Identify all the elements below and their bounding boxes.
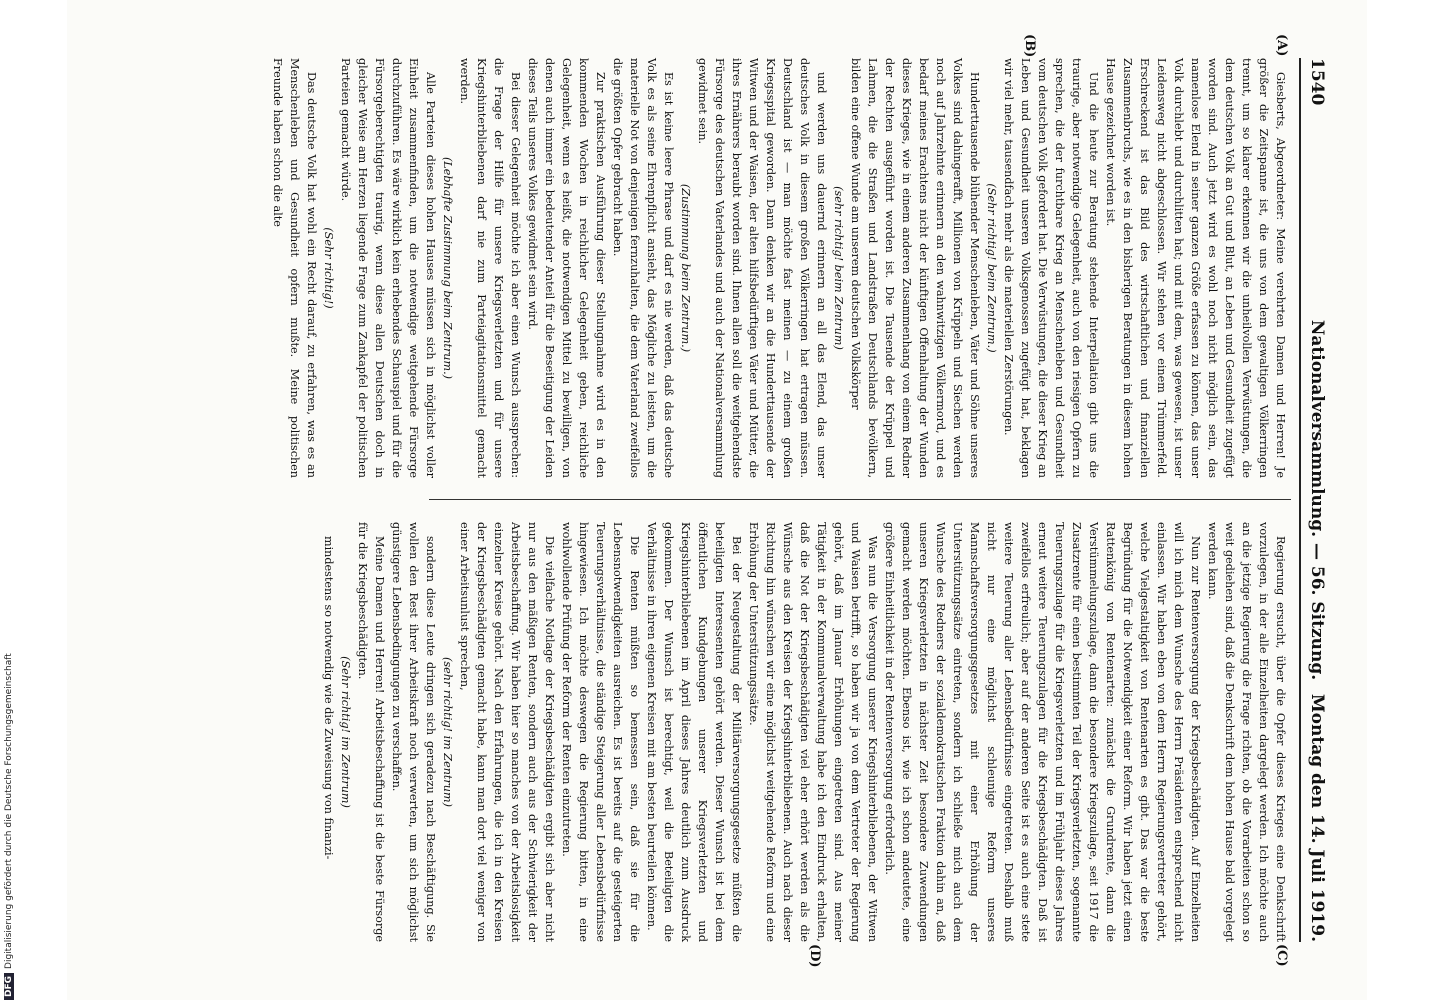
margin-mark-c: (C) (1274, 944, 1289, 967)
paragraph: Hunderttausende blühender Menschenleben, Väter und Söhne unseres Volkes sind dahingerafft, Millionen von Krüppeln und Siechen werden noch auf Jahrzehnte erinnern an den wahnwitzigen Völkermord, und es bedarf meines Erachtens nicht der künftigen Offenhaltung der Wunden dieses Krieges, wie in einem anderen Zusammenhang von einem Redner der Rechten ausgeführt worden ist. Die Tausende der Krüppel und Lahmen, die die Straßen und Landstraßen Deutschlands bevölkern, bilden eine offene Wunde am unserem deutschen Volkskörper (849, 58, 981, 478)
paragraph: Bei der Neugestaltung der Militärversorgungsgesetze müßten die beteiligten Interessenten gehört werden. Dieser Wunsch ist bei dem öffentlichen Kundgebungen unserer Kriegsverletzten und Kriegshinterbliebenen im April dieses Jahres deutlich zum Ausdruck gekommen. Der Wunsch ist berechtigt, weil die Beteiligten die Verhältnisse in ihren eigenen Kreisen mit am besten beurteilen können. (645, 522, 743, 942)
page-number: 1540 (1307, 58, 1327, 106)
paragraph: mindestens so notwendig wie die Zuweisung von finanzi- (322, 536, 335, 860)
session-date: Montag den 14. Juli 1919. (1307, 693, 1327, 942)
right-column (322, 522, 1289, 942)
interjection: (Sehr richtig! im Zentrum) (339, 656, 352, 808)
margin-mark-b: (B) (1022, 34, 1037, 58)
paragraph: Zur praktischen Ausführung dieser Stellungnahme wird es in den kommenden Wochen in reichlicher Gelegenheit geben, reichliche Gelegenheit, wenn es heißt, die notwendigen Mittel zu bewilligen, von denen auch immer ein bedeutender Anteil für die Beseitigung der Leiden dieses Teils unseres Volkes gewidmet sein wird. (526, 58, 607, 478)
paragraph: Das deutsche Volk hat wohl ein Recht darauf, zu erfahren, was es an Menschenleben und Gesundheit opfern mußte. Meine politischen Freunde haben schon die alte (271, 58, 318, 478)
interjection: (Sehr richtig! beim Zentrum.) (985, 183, 998, 353)
page-title: Nationalversammlung. — 56. Sitzung. (1307, 319, 1327, 681)
paragraph: Alle Parteien dieses hohen Hauses müssen sich in möglichst voller Einheit zusammenfinden, um die notwendige weitgehende Fürsorge durchzuführen. Es wäre wirklich kein erhebendes Schauspiel und für die Fürsorgeberechtigten traurig, wenn diese allen Deutschen doch in gleicher Weise am Herzen liegende Frage zum Zankapfel der politischen Parteien gemacht würde. (339, 58, 437, 478)
interjection: (Zustimmung beim Zentrum.) (679, 183, 692, 353)
paragraph: Die vielfache Notlage der Kriegsbeschädigten ergibt sich aber nicht nur aus den mäßigen Renten, sondern auch aus der Schwierigkeit der Arbeitsbeschaffung. Wir haben hier so manches von der Arbeitslosigkeit einzelner Kreise gehört. Nach den Erfahrungen, die ich in den Kreisen der Kriegsbeschädigten gemacht habe, kann man dort viel weniger von einer Arbeitsunlust sprechen, (458, 522, 556, 942)
paragraph: Meine Damen und Herren! Arbeitsbeschaffung ist die beste Fürsorge für die Kriegsbeschädigten. (356, 522, 386, 942)
paragraph: Giesberts, Abgeordneter: Meine verehrten Damen und Herren! Je größer die Zeitspanne ist, die uns von dem gewaltigen Völkerringen trennt, um so klarer erkennen wir die unheilvollen Verwüstungen, die dem deutschen Volk an Gut und Blut, an Leben und Gesundheit zugefügt worden sind. Auch jetzt wird es wohl noch nicht möglich sein, das namenlose Elend in seiner ganzen Größe erfassen zu können, das unser Volk durchlebt und durchlitten hat; und mit dem, was gewesen, ist unser Leidensweg nicht abgeschlossen. Wir stehen vor einem Trümmerfeld. Erschreckend ist das Bild des wirtschaftlichen und finanziellen Zusammenbruchs, wie es in den bisherigen Beratungen in diesem hohen Hause gezeichnet worden ist. (1104, 58, 1287, 478)
paragraph: Nun zur Rentenversorgung der Kriegsbeschädigten. Auf Einzelheiten will ich mich dem Wunsche des Herrn Präsidenten entsprechend nicht einlassen. Wir haben eben von dem Herrn Regierungsvertreter gehört, welche Vielgestaltigkeit von Rentenarten es gibt. Das war die beste Begründung für die Notwendigkeit einer Reform. Wir haben jetzt einen Rattenkönig von Rentenarten: zunächst die Grundrente, dann die Verstümmelungszulage, dann die besondere Kriegszulage, seit 1917 die Zusatzrente für einen bestimmten Teil der Kriegsverletzten, sogenannte Teuerungszulage für die Kriegsverletzten und im Frühjahr dieses Jahres erneut weitere Teuerungszulagen für die Kriegsbeschädigten. Daß ist zweifellos erfreulich; aber auf der anderen Seite ist es auch eine stete weitere Teuerung aller Lebensbedürfnisse eingetreten. Deshalb muß nicht nur eine möglichst schleunige Reform unseres Mannschaftsversorgungsgesetzes mit einer Erhöhung der Unterstützungssätze eintreten, sondern ich schließe mich auch dem Wunsche des Redners der sozialdemokratischen Fraktion dahin an, daß unseren Kriegsverletzten in nächster Zeit besondere Zuwendungen gemacht werden möchten. Ebenso ist, wie ich schon andeutete, eine größere Einheitlichkeit in der Rentenversorgung erforderlich. (883, 522, 1202, 942)
paragraph: und werden uns dauernd erinnern an all das Elend, das unser deutsches Volk in diesem großen Völkerringen hat ertragen müssen. Deutschland ist — man möchte fast meinen — zu einem großen Kriegsspital geworden. Dann denken wir an die Hunderttausende der Witwen und der Waisen, der alten hilfsbedürftigen Väter und Mütter, die ihres Ernährers beraubt worden sind. Ihnen allen soll die weitgehendste Fürsorge des deutschen Vaterlandes und auch der Nationalversammlung gewidmet sein. (696, 58, 828, 478)
paragraph: Die Renten müßten so bemessen sein, daß sie für die Lebensnotwendigkeiten ausreichen. Es ist bereits auf die gesteigerten Teuerungsverhältnisse, die ständige Steigerung aller Lebensbedürfnisse hingewiesen. Ich möchte deswegen die Regierung bitten, in eine wohlwollende Prüfung der Reform der Renten einzutreten. (560, 522, 641, 942)
interjection: (Lebhafte Zustimmung beim Zentrum.) (441, 156, 454, 380)
dfg-logo: DFG (4, 973, 14, 1000)
document-page (67, 0, 1367, 1000)
page-header (1299, 58, 1329, 942)
funding-note: Digitalisierung gefördert durch die Deutsche Forschungsgemeinschaft (4, 653, 14, 969)
margin-mark-a: (A) (1274, 34, 1289, 57)
left-column (271, 58, 1289, 478)
digitization-footer (4, 580, 18, 1000)
paragraph: Es ist keine leere Phrase und darf es nie werden, daß das deutsche Volk es als seine Ehrenpflicht ansieht, das Mögliche zu leisten, um die materielle Not von denjenigen fernzuhalten, die dem Vaterland zweifellos die größten Opfer gebracht haben. (611, 58, 675, 478)
interjection: (sehr richtig! beim Zentrum) (832, 186, 845, 350)
paragraph: sondern diese Leute dringen sich geradezu nach Beschäftigung. Sie wollen den Rest ihrer Arbeitskraft noch verwerten, um sich möglichst günstigere Lebensbedingungen zu verschaffen. (390, 522, 437, 942)
interjection: (sehr richtig! im Zentrum) (441, 657, 454, 807)
paragraph: Und die heute zur Beratung stehende Interpellation gibt uns die traurige, aber notwendige Gelegenheit, auch von den riesigen Opfern zu sprechen, die der furchtbare Krieg an Menschenleben und Gesundheit vom deutschen Volk gefordert hat. Die Verwüstungen, die dieser Krieg an Leben und Gesundheit unseren Volksgenossen zugefügt hat, beklagen wir viel mehr, tausendfach mehr als die materiellen Zerstörungen. (1002, 58, 1100, 478)
margin-mark-d: (D) (807, 944, 822, 968)
paragraph: Bei dieser Gelegenheit möchte ich aber einen Wunsch aussprechen: die Frage der Hilfe für unsere Kriegsverletzten und für unsere Kriegshinterbliebenen darf nie zum Parteiagitationsmittel gemacht werden. (458, 58, 522, 478)
paragraph: Was nun die Versorgung unserer Kriegshinterbliebenen, der Witwen und Waisen betrifft, so haben wir ja von dem Vertreter der Regierung gehört, daß im Januar Erhöhungen eingetreten sind. Aus meiner Tätigkeit in der Kommunalverwaltung habe ich den Eindruck erhalten, daß die Not der Kriegsbeschädigten viel eher erhört werden als die Wünsche aus den Kreisen der Kriegshinterbliebenen. Auch nach dieser Richtung hin wünschen wir eine möglichst weitgehende Reform und eine Erhöhung der Unterstützungssätze. (747, 522, 879, 942)
column-divider (429, 499, 1291, 500)
paragraph: Regierung ersucht, über die Opfer dieses Krieges eine Denkschrift vorzulegen, in der alle Einzelheiten dargelegt werden. Ich möchte auch an die jetzige Regierung die Frage richten, ob die Vorarbeiten schon so weit gediehen sind, daß die Denkschrift dem hohen Hause bald vorgelegt werden kann. (1206, 522, 1287, 942)
interjection: (Sehr richtig!) (322, 227, 335, 309)
